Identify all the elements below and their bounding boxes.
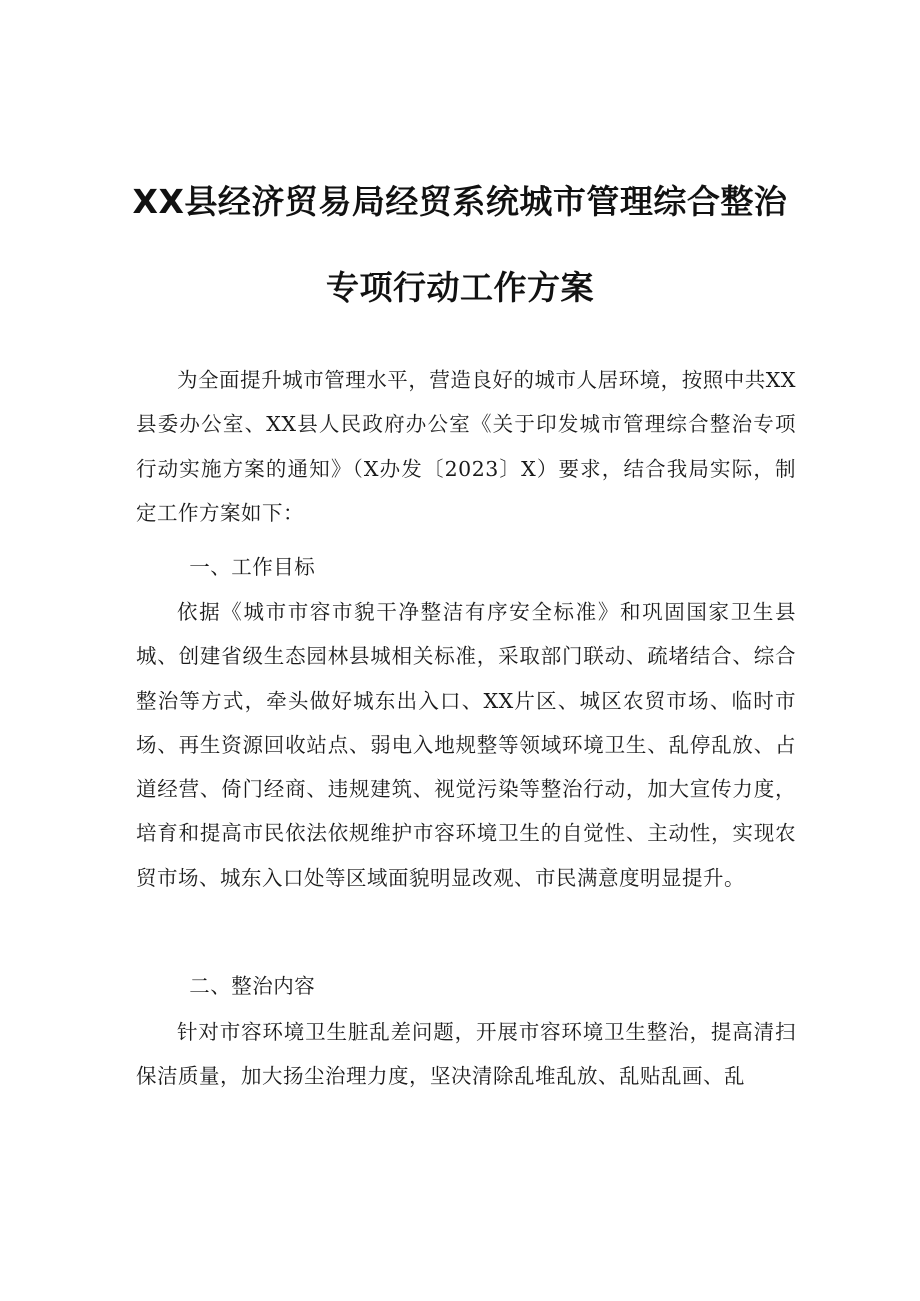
section-2-body [136,1010,796,1099]
document-title-line-2: 专项行动工作方案 [326,268,594,307]
section-2-heading: 二、整治内容 [189,974,316,998]
section-1-heading: 一、工作目标 [189,555,316,579]
section-2-text: 针对市容环境卫生脏乱差问题，开展市容环境卫生整治，提高清扫保洁质量，加大扬尘治理力度，坚决清除乱堆乱放、乱贴乱画、乱 [136,1020,796,1089]
document-title-line-1: XX县经济贸易局经贸系统城市管理综合整治 [132,182,788,221]
intro-paragraph [136,358,796,535]
section-1 [136,545,796,589]
section-1-text: 依据《城市市容市貌干净整洁有序安全标准》和巩固国家卫生县城、创建省级生态园林县城相关标准，采取部门联动、疏堵结合、综合整治等方式，牵头做好城东出入口、XX片区、城区农贸市场、临时市场、再生资源回收站点、弱电入地规整等领域环境卫生、乱停乱放、占道经营、倚门经商、违规建筑、视觉污染等整治行动，加大宣传力度，培育和提高市民依法依规维护市容环境卫生的自觉性、主动性，实现农贸市场、城东入口处等区域面貌明显改观、市民满意度明显提升。 [136,600,796,890]
intro-text: 为全面提升城市管理水平，营造良好的城市人居环境，按照中共XX县委办公室、XX县人民政府办公室《关于印发城市管理综合整治专项行动实施方案的通知》（X办发〔2023〕X）要求，结合我局实际，制定工作方案如下： [136,368,796,525]
section-2 [136,964,796,1008]
section-1-body [136,590,796,900]
